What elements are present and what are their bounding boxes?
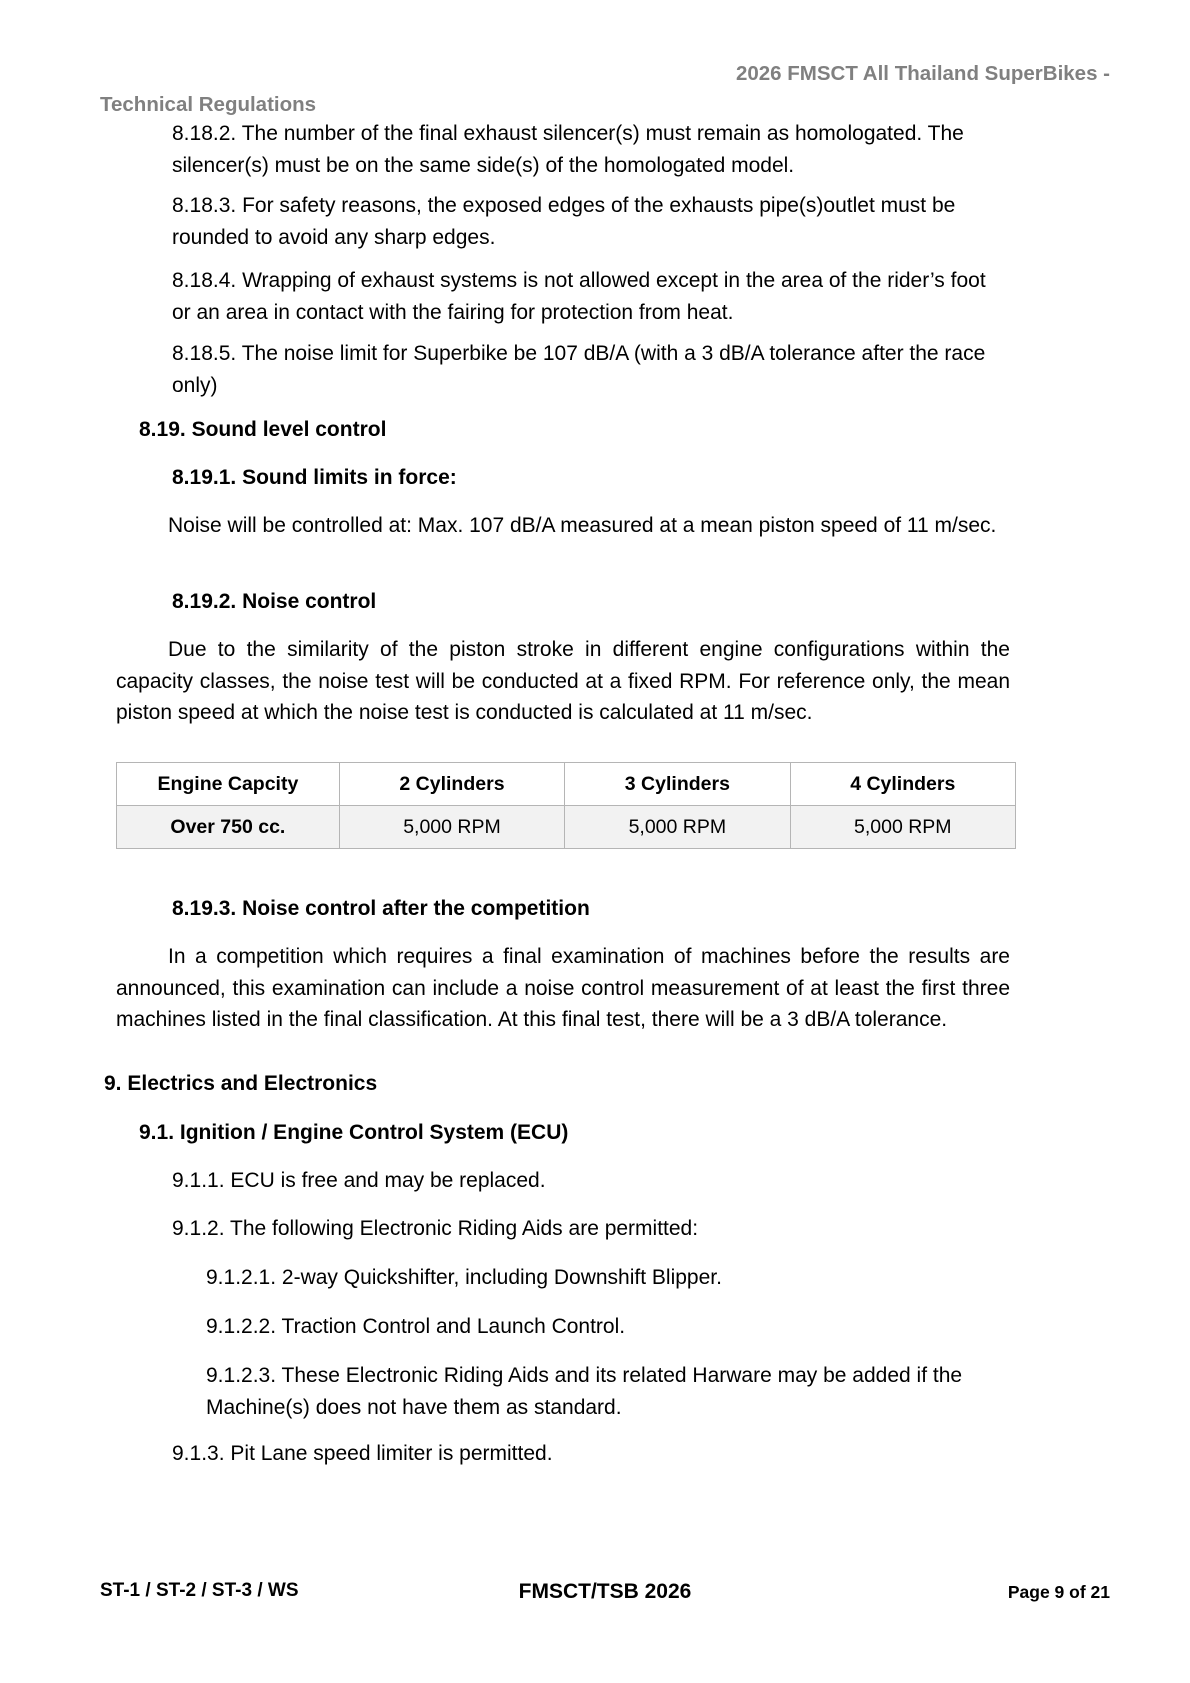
heading-text: Noise control after the competition bbox=[242, 897, 590, 920]
clause-9-1-2 bbox=[172, 1213, 1010, 1245]
column-header-3-cylinders: 3 Cylinders bbox=[565, 763, 790, 806]
table-row bbox=[117, 806, 1016, 849]
cell-3-cylinders-rpm: 5,000 RPM bbox=[565, 806, 790, 849]
clause-9-1-2-3 bbox=[206, 1360, 1010, 1423]
clause-number: 9.1.2. bbox=[172, 1217, 225, 1240]
engine-capacity-rpm-table bbox=[116, 762, 1016, 849]
clause-8-18-2 bbox=[172, 118, 1010, 181]
heading-number: 8.19.3. bbox=[172, 897, 237, 920]
clause-8-18-5 bbox=[172, 338, 1010, 401]
clause-8-18-3 bbox=[172, 190, 1010, 253]
clause-text: For safety reasons, the exposed edges of the exhausts pipe(s)outlet must be rounded to avoid any sharp edges. bbox=[172, 194, 956, 249]
clause-text: The noise limit for Superbike be 107 dB/A (with a 3 dB/A tolerance after the race only) bbox=[172, 342, 986, 397]
clause-number: 8.18.4. bbox=[172, 269, 237, 292]
clause-9-1-3 bbox=[172, 1438, 1010, 1470]
clause-9-1-2-1 bbox=[206, 1262, 1010, 1294]
paragraph-8-19-2 bbox=[116, 634, 1010, 729]
clause-9-1-1 bbox=[172, 1165, 1010, 1197]
heading-text: Sound limits in force: bbox=[242, 466, 457, 489]
paragraph-text: Noise will be controlled at: Max. 107 dB/A measured at a mean piston speed of 11 m/sec. bbox=[168, 514, 997, 537]
column-header-4-cylinders: 4 Cylinders bbox=[790, 763, 1015, 806]
document-footer bbox=[100, 1580, 1110, 1610]
cell-4-cylinders-rpm: 5,000 RPM bbox=[790, 806, 1015, 849]
heading-text: Sound level control bbox=[191, 418, 387, 441]
clause-8-18-4 bbox=[172, 265, 1010, 328]
clause-9-1-2-2 bbox=[206, 1311, 1010, 1343]
clause-number: 8.18.5. bbox=[172, 342, 237, 365]
heading-text: Electrics and Electronics bbox=[127, 1072, 378, 1095]
column-header-2-cylinders: 2 Cylinders bbox=[339, 763, 564, 806]
clause-text: The following Electronic Riding Aids are permitted: bbox=[230, 1217, 699, 1240]
heading-number: 8.19.1. bbox=[172, 466, 237, 489]
paragraph-text: Due to the similarity of the piston stroke in different engine configurations within the capacity classes, the noise test will be conducted at a fixed RPM. For reference only, the mean piston speed at which the noise test is conducted is calculated at 11 m/sec. bbox=[116, 638, 1010, 724]
heading-8-19-1 bbox=[172, 462, 1010, 494]
heading-8-19-3 bbox=[172, 893, 1010, 925]
heading-number: 9.1. bbox=[139, 1121, 175, 1144]
heading-number: 8.19. bbox=[139, 418, 186, 441]
clause-number: 9.1.3. bbox=[172, 1442, 225, 1465]
paragraph-text: In a competition which requires a final examination of machines before the results are announced, this examination can include a noise control measurement of at least the first three machines listed in the final classification. At this final test, there will be a 3 dB/A tolerance. bbox=[116, 945, 1010, 1031]
clause-number: 9.1.2.3. bbox=[206, 1364, 277, 1387]
footer-document-code: FMSCT/TSB 2026 bbox=[518, 1580, 692, 1603]
heading-number: 8.19.2. bbox=[172, 590, 237, 613]
table-header-row bbox=[117, 763, 1016, 806]
clause-text: 2-way Quickshifter, including Downshift Blipper. bbox=[281, 1266, 722, 1289]
clause-text: Pit Lane speed limiter is permitted. bbox=[230, 1442, 553, 1465]
document-header bbox=[100, 58, 1110, 120]
heading-9 bbox=[104, 1068, 1010, 1100]
clause-text: Wrapping of exhaust systems is not allowed except in the area of the rider’s foot or an area in contact with the fairing for protection from heat. bbox=[172, 269, 986, 324]
heading-8-19 bbox=[139, 414, 1010, 446]
clause-text: These Electronic Riding Aids and its related Harware may be added if the Machine(s) does not have them as standard. bbox=[206, 1364, 963, 1419]
clause-text: The number of the final exhaust silencer(s) must remain as homologated. The silencer(s) must be on the same side(s) of the homologated model. bbox=[172, 122, 964, 177]
paragraph-8-19-3 bbox=[116, 941, 1010, 1036]
column-header-engine-capacity: Engine Capcity bbox=[117, 763, 340, 806]
clause-number: 8.18.3. bbox=[172, 194, 237, 217]
clause-text: ECU is free and may be replaced. bbox=[230, 1169, 546, 1192]
cell-2-cylinders-rpm: 5,000 RPM bbox=[339, 806, 564, 849]
clause-number: 9.1.2.2. bbox=[206, 1315, 277, 1338]
clause-text: Traction Control and Launch Control. bbox=[281, 1315, 626, 1338]
clause-number: 8.18.2. bbox=[172, 122, 237, 145]
heading-9-1 bbox=[139, 1117, 1010, 1149]
footer-classes: ST-1 / ST-2 / ST-3 / WS bbox=[100, 1580, 299, 1601]
heading-text: Ignition / Engine Control System (ECU) bbox=[179, 1121, 569, 1144]
heading-text: Noise control bbox=[242, 590, 377, 613]
heading-number: 9. bbox=[104, 1072, 122, 1095]
clause-number: 9.1.2.1. bbox=[206, 1266, 277, 1289]
paragraph-8-19-1 bbox=[116, 510, 1010, 542]
heading-8-19-2 bbox=[172, 586, 1010, 618]
footer-page-number: Page 9 of 21 bbox=[1007, 1582, 1110, 1602]
clause-number: 9.1.1. bbox=[172, 1169, 225, 1192]
header-title-line2: Technical Regulations bbox=[100, 93, 317, 116]
cell-engine-capacity: Over 750 cc. bbox=[117, 806, 340, 849]
header-title-line1: 2026 FMSCT All Thailand SuperBikes - bbox=[735, 62, 1110, 85]
